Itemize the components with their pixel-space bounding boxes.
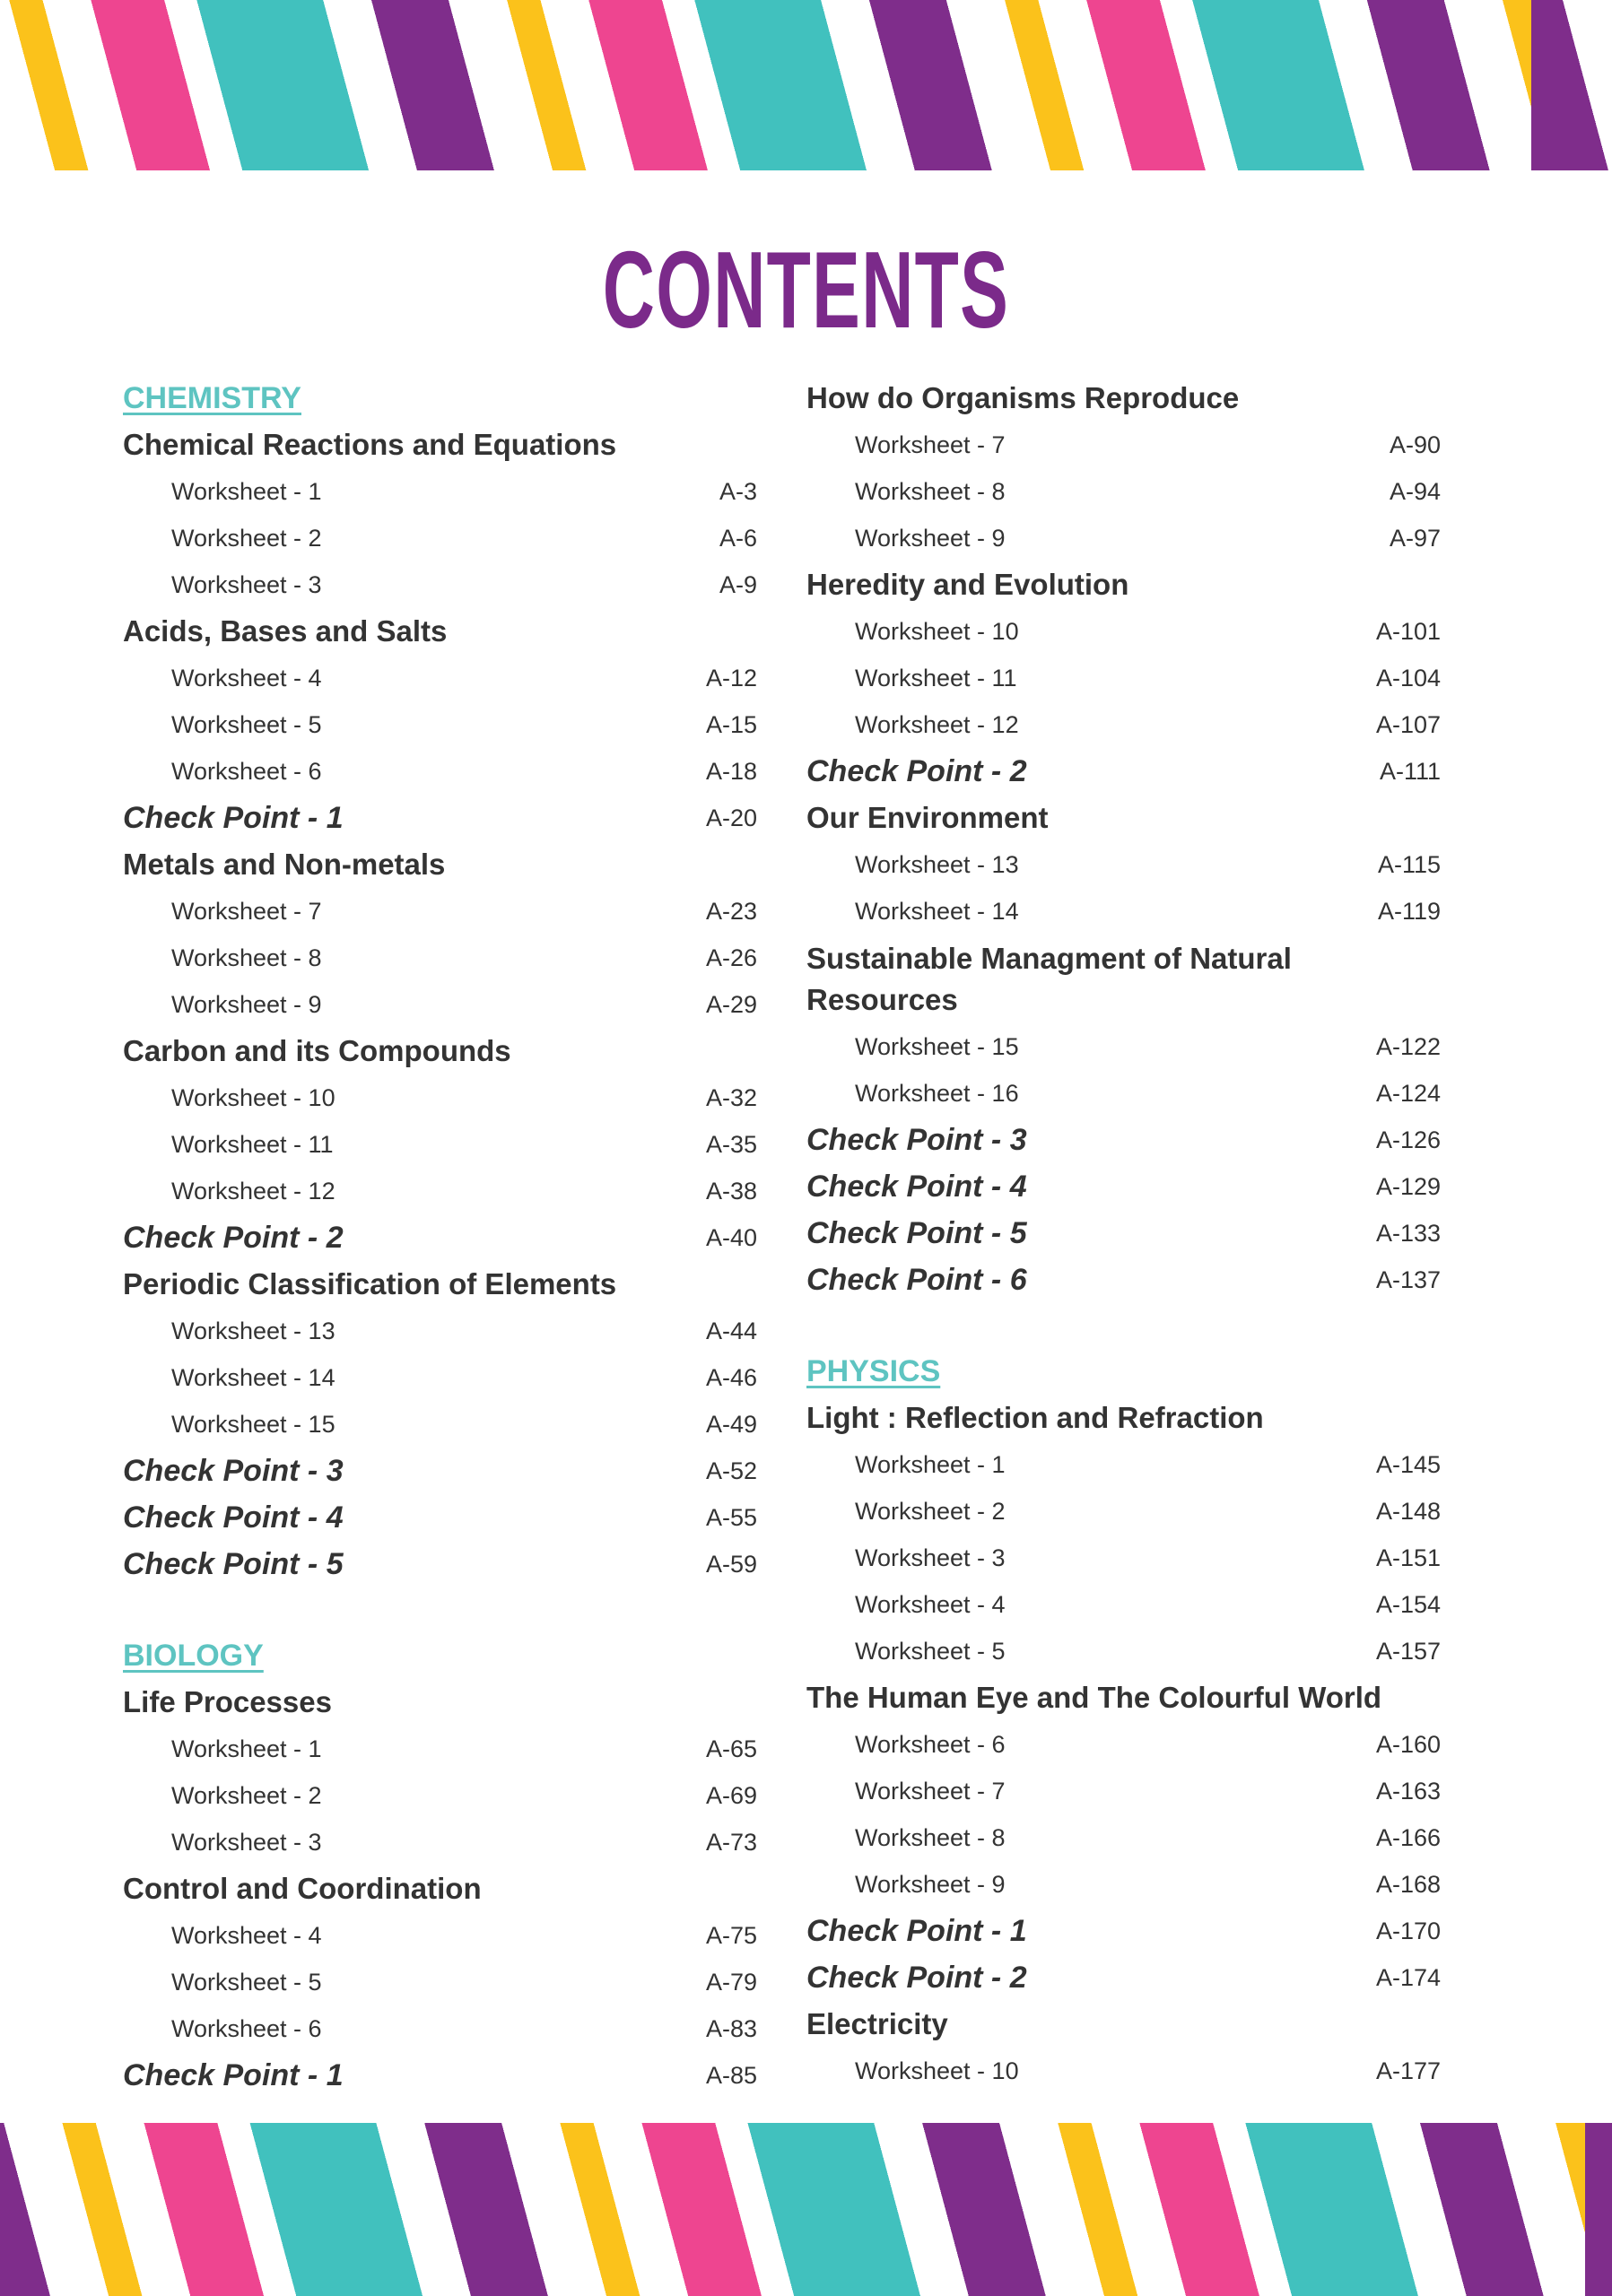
toc-worksheet-label: Worksheet - 1	[171, 477, 322, 505]
toc-worksheet-row[interactable]	[806, 1721, 1441, 1768]
toc-worksheet-row[interactable]	[123, 1354, 757, 1401]
toc-worksheet-row[interactable]	[123, 888, 757, 935]
page-number: A-69	[705, 1781, 757, 1809]
page-number: A-129	[1375, 1172, 1441, 1200]
toc-worksheet-label: Worksheet - 1	[171, 1735, 322, 1762]
toc-worksheet-row[interactable]	[123, 1726, 757, 1772]
toc-worksheet-label: Worksheet - 13	[171, 1317, 335, 1344]
page-number: A-38	[705, 1177, 757, 1205]
page-number: A-119	[1377, 897, 1441, 925]
toc-worksheet-label: Worksheet - 7	[171, 897, 322, 925]
toc-chapter-row[interactable]	[123, 608, 757, 655]
page-number: A-94	[1389, 477, 1441, 505]
page-number: A-12	[705, 664, 757, 691]
toc-chapter-label: Our Environment	[806, 801, 1049, 834]
toc-worksheet-label: Worksheet - 10	[855, 617, 1019, 645]
toc-checkpoint-label: Check Point - 2	[123, 1220, 344, 1255]
toc-worksheet-row[interactable]	[806, 422, 1441, 468]
toc-checkpoint-label: Check Point - 1	[123, 2057, 344, 2092]
toc-worksheet-row[interactable]	[806, 1441, 1441, 1488]
spacer	[123, 1587, 757, 1632]
toc-chapter-row[interactable]	[123, 1028, 757, 1074]
page-number: A-163	[1375, 1777, 1441, 1805]
page-number: A-55	[705, 1503, 757, 1531]
page-number: A-49	[705, 1410, 757, 1438]
page-number: A-177	[1375, 2057, 1441, 2084]
toc-checkpoint-row[interactable]	[806, 1163, 1441, 1210]
page-number: A-83	[705, 2014, 757, 2042]
toc-worksheet-label: Worksheet - 4	[855, 1590, 1006, 1618]
toc-section-label: PHYSICS	[806, 1353, 941, 1388]
toc-worksheet-label: Worksheet - 2	[171, 524, 322, 552]
page-number: A-154	[1375, 1590, 1441, 1618]
page-number: A-174	[1375, 1963, 1441, 1991]
page-number: A-40	[705, 1223, 757, 1251]
page-number: A-18	[705, 757, 757, 785]
toc-worksheet-label: Worksheet - 2	[171, 1781, 322, 1809]
toc-worksheet-label: Worksheet - 11	[171, 1130, 334, 1158]
page-number: A-126	[1375, 1126, 1441, 1153]
toc-worksheet-row[interactable]	[123, 935, 757, 981]
toc-checkpoint-label: Check Point - 4	[806, 1169, 1027, 1204]
toc-worksheet-row[interactable]	[806, 1581, 1441, 1628]
toc-chapter-row[interactable]	[123, 1679, 757, 1726]
toc-worksheet-label: Worksheet - 9	[855, 524, 1006, 552]
toc-chapter-label: How do Organisms Reproduce	[806, 381, 1240, 414]
toc-checkpoint-row[interactable]	[806, 1210, 1441, 1257]
spacer	[806, 1303, 1441, 1348]
toc-worksheet-label: Worksheet - 7	[855, 1777, 1006, 1805]
bottom-stripe-banner	[0, 2123, 1612, 2296]
page-number: A-65	[705, 1735, 757, 1762]
page-number: A-3	[719, 477, 757, 505]
toc-chapter-label: Periodic Classification of Elements	[123, 1267, 617, 1300]
page-number: A-115	[1377, 850, 1441, 878]
toc-worksheet-row[interactable]	[806, 2048, 1441, 2094]
toc-worksheet-row[interactable]	[806, 608, 1441, 655]
toc-checkpoint-label: Check Point - 1	[123, 800, 344, 835]
toc-chapter-label: The Human Eye and The Colourful World	[806, 1681, 1382, 1714]
toc-worksheet-label: Worksheet - 5	[171, 710, 322, 738]
page-number: A-111	[1379, 757, 1441, 785]
page-number: A-90	[1389, 430, 1441, 458]
toc-chapter-row[interactable]	[806, 935, 1441, 1023]
page-number: A-148	[1375, 1497, 1441, 1525]
toc-worksheet-row[interactable]	[123, 748, 757, 795]
page-number: A-73	[705, 1828, 757, 1856]
page-number: A-151	[1375, 1544, 1441, 1571]
toc-worksheet-row[interactable]	[123, 1308, 757, 1354]
toc-worksheet-row[interactable]	[123, 701, 757, 748]
toc-checkpoint-label: Check Point - 1	[806, 1913, 1027, 1948]
toc-worksheet-label: Worksheet - 1	[855, 1450, 1006, 1478]
page-number: A-137	[1375, 1265, 1441, 1293]
page-title: CONTENTS	[602, 229, 1010, 351]
toc-worksheet-row[interactable]	[123, 1912, 757, 1959]
page-title-wrap	[0, 229, 1612, 351]
page-number: A-79	[705, 1968, 757, 1996]
toc-chapter-label: Heredity and Evolution	[806, 568, 1129, 601]
page-number: A-104	[1375, 664, 1441, 691]
toc-chapter-label: Metals and Non-metals	[123, 848, 446, 881]
page-number: A-160	[1375, 1730, 1441, 1758]
toc-worksheet-label: Worksheet - 6	[855, 1730, 1006, 1758]
toc-checkpoint-row[interactable]	[123, 2052, 757, 2099]
toc-worksheet-row[interactable]	[123, 1168, 757, 1214]
toc-worksheet-label: Worksheet - 10	[171, 1083, 335, 1111]
toc-worksheet-row[interactable]	[806, 1535, 1441, 1581]
toc-checkpoint-label: Check Point - 5	[123, 1546, 344, 1581]
toc-worksheet-row[interactable]	[123, 1959, 757, 2005]
toc-worksheet-label: Worksheet - 6	[171, 2014, 322, 2042]
page-number: A-101	[1375, 617, 1441, 645]
toc-checkpoint-row[interactable]	[806, 1117, 1441, 1163]
toc-chapter-row[interactable]	[123, 422, 757, 468]
page-number: A-26	[705, 944, 757, 971]
toc-checkpoint-row[interactable]	[806, 1954, 1441, 2001]
toc-chapter-row[interactable]	[806, 561, 1441, 608]
toc-section-row[interactable]	[123, 375, 757, 422]
toc-section-row[interactable]	[123, 1632, 757, 1679]
toc-worksheet-row[interactable]	[123, 1074, 757, 1121]
toc-worksheet-row[interactable]	[123, 515, 757, 561]
toc-worksheet-label: Worksheet - 4	[171, 1921, 322, 1949]
toc-worksheet-row[interactable]	[806, 701, 1441, 748]
toc-worksheet-row[interactable]	[806, 841, 1441, 888]
toc-worksheet-row[interactable]	[806, 1861, 1441, 1908]
page-number: A-32	[705, 1083, 757, 1111]
page-number: A-85	[705, 2061, 757, 2089]
toc-worksheet-label: Worksheet - 14	[171, 1363, 335, 1391]
toc-worksheet-label: Worksheet - 2	[855, 1497, 1006, 1525]
toc-worksheet-row[interactable]	[806, 1628, 1441, 1674]
toc-worksheet-label: Worksheet - 7	[855, 430, 1006, 458]
toc-worksheet-label: Worksheet - 10	[855, 2057, 1019, 2084]
toc-checkpoint-row[interactable]	[123, 1214, 757, 1261]
toc-worksheet-label: Worksheet - 9	[855, 1870, 1006, 1898]
page-number: A-9	[719, 570, 757, 598]
page-number: A-15	[705, 710, 757, 738]
toc-worksheet-row[interactable]	[806, 1488, 1441, 1535]
toc-checkpoint-label: Check Point - 2	[806, 1960, 1027, 1995]
toc-chapter-label: Control and Coordination	[123, 1872, 482, 1905]
toc-checkpoint-row[interactable]	[806, 748, 1441, 795]
toc-worksheet-label: Worksheet - 15	[171, 1410, 335, 1438]
toc-worksheet-label: Worksheet - 4	[171, 664, 322, 691]
toc-worksheet-label: Worksheet - 6	[171, 757, 322, 785]
page-number: A-46	[705, 1363, 757, 1391]
toc-worksheet-label: Worksheet - 11	[855, 664, 1017, 691]
toc-chapter-row[interactable]	[806, 375, 1441, 422]
toc-chapter-row[interactable]	[806, 1395, 1441, 1441]
toc-worksheet-label: Worksheet - 14	[855, 897, 1019, 925]
toc-chapter-label: Electricity	[806, 2007, 948, 2040]
toc-worksheet-label: Worksheet - 12	[855, 710, 1019, 738]
toc-checkpoint-label: Check Point - 4	[123, 1500, 344, 1535]
page-number: A-122	[1375, 1032, 1441, 1060]
toc-checkpoint-row[interactable]	[123, 1448, 757, 1494]
toc-worksheet-label: Worksheet - 12	[171, 1177, 335, 1205]
page-number: A-166	[1375, 1823, 1441, 1851]
toc-chapter-row[interactable]	[123, 841, 757, 888]
toc-worksheet-row[interactable]	[806, 1023, 1441, 1070]
page-number: A-29	[705, 990, 757, 1018]
page-number: A-157	[1375, 1637, 1441, 1665]
toc-worksheet-label: Worksheet - 3	[171, 1828, 322, 1856]
page-number: A-170	[1375, 1917, 1441, 1944]
toc-worksheet-row[interactable]	[123, 2005, 757, 2052]
page-number: A-133	[1375, 1219, 1441, 1247]
page-number: A-6	[719, 524, 757, 552]
toc-section-label: BIOLOGY	[123, 1638, 264, 1673]
page-number: A-145	[1375, 1450, 1441, 1478]
page-number: A-20	[705, 804, 757, 831]
toc-checkpoint-label: Check Point - 5	[806, 1215, 1027, 1250]
page-number: A-35	[705, 1130, 757, 1158]
page-number: A-44	[705, 1317, 757, 1344]
toc-chapter-label: Life Processes	[123, 1685, 332, 1718]
toc-worksheet-row[interactable]	[806, 468, 1441, 515]
toc-worksheet-label: Worksheet - 3	[171, 570, 322, 598]
toc-worksheet-row[interactable]	[123, 655, 757, 701]
page-number: A-59	[705, 1550, 757, 1578]
toc-worksheet-label: Worksheet - 8	[855, 477, 1006, 505]
page-number: A-168	[1375, 1870, 1441, 1898]
toc-checkpoint-label: Check Point - 6	[806, 1262, 1027, 1297]
toc-worksheet-label: Worksheet - 5	[171, 1968, 322, 1996]
page-number: A-107	[1375, 710, 1441, 738]
toc-checkpoint-row[interactable]	[123, 795, 757, 841]
toc-worksheet-row[interactable]	[806, 1814, 1441, 1861]
toc-worksheet-row[interactable]	[806, 515, 1441, 561]
page-number: A-75	[705, 1921, 757, 1949]
toc-chapter-row[interactable]	[123, 1261, 757, 1308]
toc-worksheet-row[interactable]	[123, 981, 757, 1028]
toc-worksheet-label: Worksheet - 9	[171, 990, 322, 1018]
toc-checkpoint-label: Check Point - 2	[806, 753, 1027, 788]
toc-checkpoint-label: Check Point - 3	[123, 1453, 344, 1488]
toc-worksheet-label: Worksheet - 16	[855, 1079, 1019, 1107]
toc-worksheet-label: Worksheet - 5	[855, 1637, 1006, 1665]
toc-checkpoint-row[interactable]	[123, 1541, 757, 1587]
toc-checkpoint-row[interactable]	[123, 1494, 757, 1541]
toc-worksheet-label: Worksheet - 15	[855, 1032, 1019, 1060]
toc-worksheet-row[interactable]	[806, 1070, 1441, 1117]
contents-left-column	[123, 375, 757, 2099]
toc-worksheet-row[interactable]	[806, 888, 1441, 935]
toc-worksheet-label: Worksheet - 13	[855, 850, 1019, 878]
page-number: A-97	[1389, 524, 1441, 552]
toc-chapter-row[interactable]	[806, 1674, 1441, 1721]
toc-worksheet-label: Worksheet - 3	[855, 1544, 1006, 1571]
toc-worksheet-row[interactable]	[123, 1772, 757, 1819]
toc-worksheet-row[interactable]	[123, 1121, 757, 1168]
contents-right-column	[806, 375, 1441, 2094]
toc-worksheet-label: Worksheet - 8	[855, 1823, 1006, 1851]
toc-worksheet-row[interactable]	[123, 561, 757, 608]
toc-checkpoint-row[interactable]	[806, 1908, 1441, 1954]
toc-chapter-row[interactable]	[806, 2001, 1441, 2048]
page-number: A-23	[705, 897, 757, 925]
toc-worksheet-row[interactable]	[123, 468, 757, 515]
toc-chapter-label: Acids, Bases and Salts	[123, 614, 448, 648]
toc-checkpoint-row[interactable]	[806, 1257, 1441, 1303]
toc-worksheet-row[interactable]	[123, 1819, 757, 1866]
toc-worksheet-row[interactable]	[806, 655, 1441, 701]
page-number: A-52	[705, 1457, 757, 1484]
toc-chapter-label: Sustainable Managment of Natural Resources	[806, 941, 1292, 1016]
toc-chapter-label: Light : Reflection and Refraction	[806, 1401, 1264, 1434]
toc-chapter-label: Carbon and its Compounds	[123, 1034, 511, 1067]
toc-section-row[interactable]	[806, 1348, 1441, 1395]
toc-chapter-row[interactable]	[123, 1866, 757, 1912]
toc-chapter-row[interactable]	[806, 795, 1441, 841]
page-number: A-124	[1375, 1079, 1441, 1107]
top-stripe-banner	[0, 0, 1612, 170]
toc-section-label: CHEMISTRY	[123, 380, 301, 415]
toc-checkpoint-label: Check Point - 3	[806, 1122, 1027, 1157]
toc-worksheet-label: Worksheet - 8	[171, 944, 322, 971]
toc-chapter-label: Chemical Reactions and Equations	[123, 428, 617, 461]
toc-worksheet-row[interactable]	[806, 1768, 1441, 1814]
toc-worksheet-row[interactable]	[123, 1401, 757, 1448]
